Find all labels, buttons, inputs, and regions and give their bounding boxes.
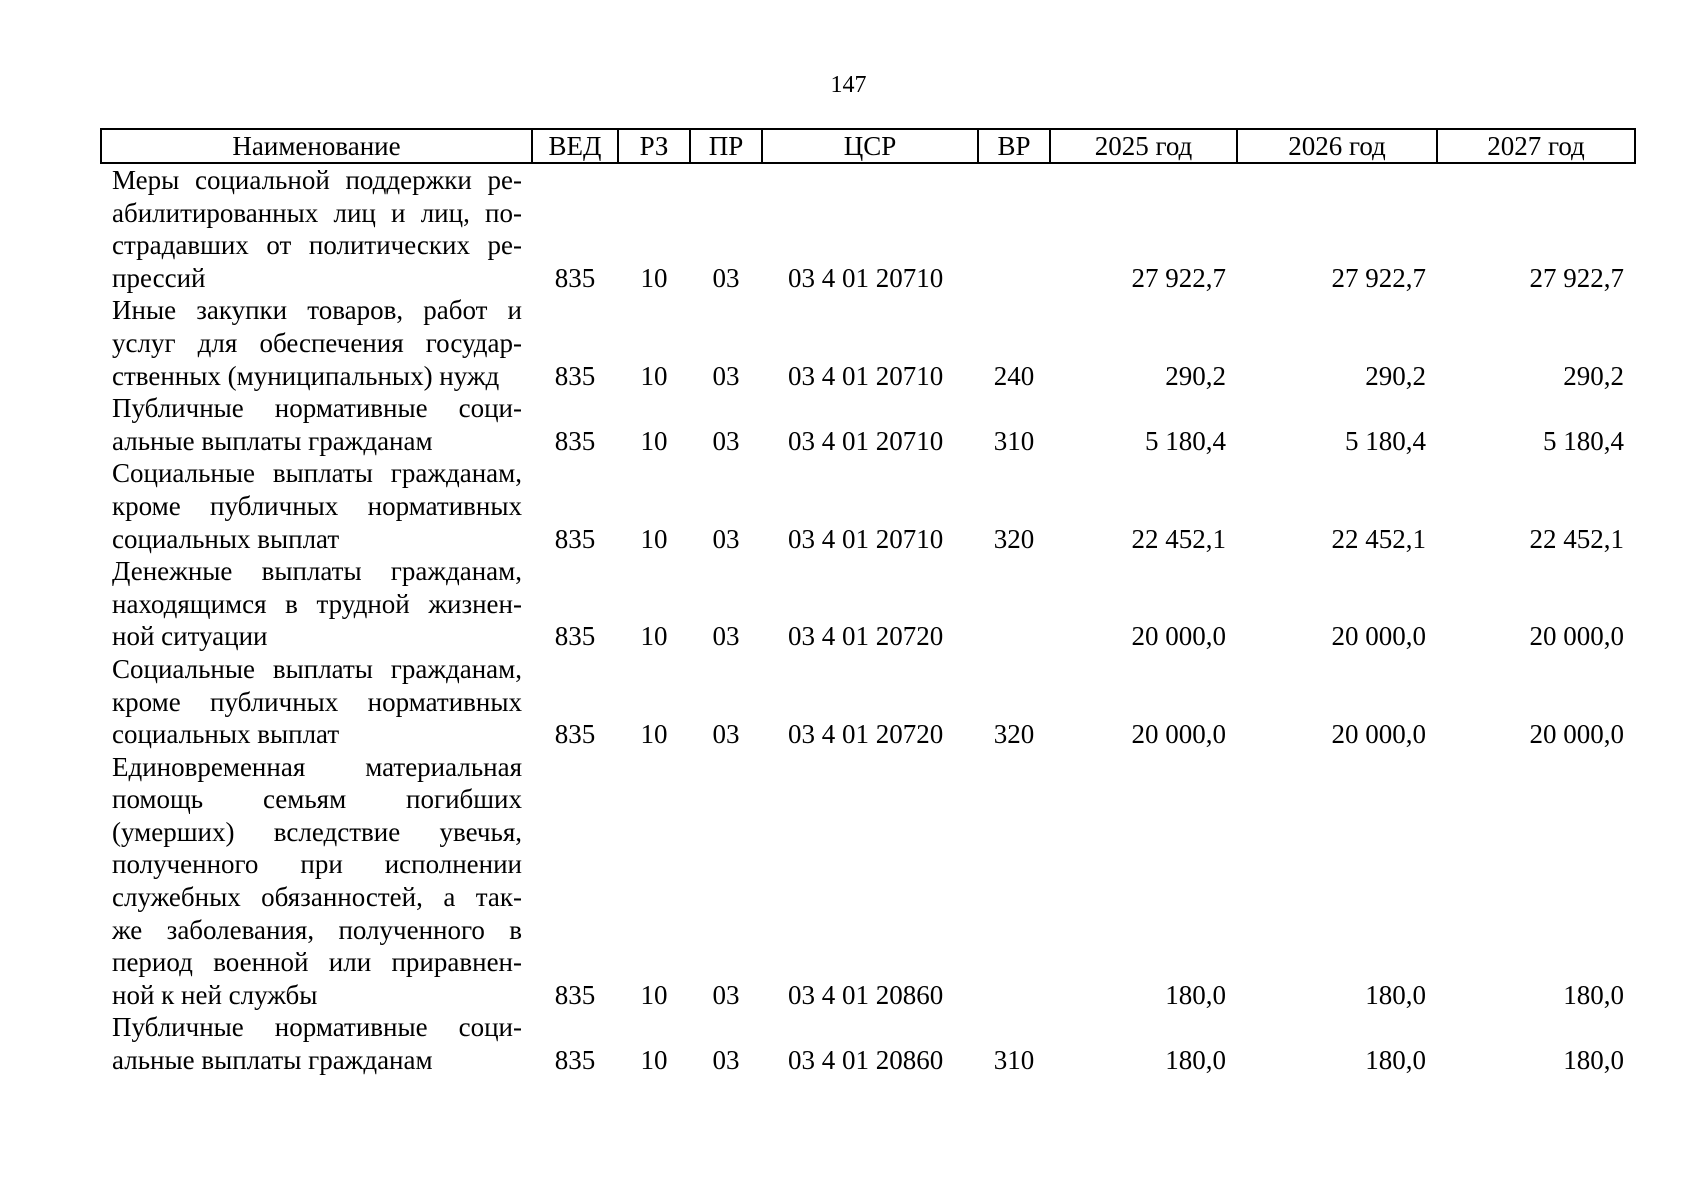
cell-ved: 835	[554, 523, 596, 554]
cell-name	[101, 653, 532, 751]
name-line: служебных обязанностей, а так-	[112, 882, 522, 913]
name-line: помощь семьям погибших	[112, 784, 522, 815]
cell-rz: 10	[640, 1045, 668, 1076]
name-line: ственных (муниципальных) нужд	[112, 360, 500, 391]
cell-rz: 10	[640, 360, 668, 391]
cell-name	[101, 294, 532, 392]
cell-pr: 03	[712, 719, 740, 750]
cell-csr: 03 4 01 20720	[788, 621, 944, 652]
cell-2026: 20 000,0	[1331, 719, 1426, 750]
table-row	[101, 392, 1635, 457]
cell-csr: 03 4 01 20710	[788, 360, 944, 391]
cell-pr: 03	[712, 979, 740, 1010]
cell-vr	[978, 163, 1050, 294]
cell-pr: 03	[712, 425, 740, 456]
name-line: кроме публичных нормативных	[112, 686, 522, 717]
cell-csr: 03 4 01 20710	[788, 425, 944, 456]
cell-vr: 310	[993, 1045, 1035, 1076]
table-row	[101, 163, 1635, 294]
table-row	[101, 294, 1635, 392]
cell-2025: 5 180,4	[1145, 425, 1226, 456]
name-line: Социальные выплаты гражданам,	[112, 653, 522, 684]
cell-vr	[978, 751, 1050, 1012]
table-row	[101, 457, 1635, 555]
name-line: Иные закупки товаров, работ и	[112, 295, 522, 326]
table-body	[101, 163, 1635, 1077]
cell-csr: 03 4 01 20720	[788, 719, 944, 750]
budget-table	[100, 128, 1636, 1077]
cell-2026: 290,2	[1365, 360, 1426, 391]
cell-2026: 27 922,7	[1331, 262, 1426, 293]
name-line: Социальные выплаты гражданам,	[112, 458, 522, 489]
cell-2025: 180,0	[1165, 1045, 1226, 1076]
cell-name	[101, 392, 532, 457]
header-row	[101, 129, 1635, 163]
name-line: Публичные нормативные соци-	[112, 1012, 522, 1043]
table-header	[101, 129, 1635, 163]
cell-pr: 03	[712, 621, 740, 652]
cell-2027: 22 452,1	[1529, 523, 1624, 554]
cell-rz: 10	[640, 425, 668, 456]
name-line: Единовременная материальная	[112, 751, 522, 782]
table-row	[101, 1011, 1635, 1076]
cell-name	[101, 1011, 532, 1076]
cell-2025: 290,2	[1165, 360, 1226, 391]
name-line: альные выплаты гражданам	[112, 425, 433, 456]
cell-vr: 320	[993, 719, 1035, 750]
cell-vr	[978, 555, 1050, 653]
cell-2025: 22 452,1	[1131, 523, 1226, 554]
cell-2026: 20 000,0	[1331, 621, 1426, 652]
header-ved: ВЕД	[532, 129, 618, 163]
name-line: полученного при исполнении	[112, 849, 522, 880]
cell-pr: 03	[712, 523, 740, 554]
header-rz: РЗ	[618, 129, 690, 163]
cell-2026: 180,0	[1365, 1045, 1426, 1076]
cell-2027: 27 922,7	[1529, 262, 1624, 293]
name-line: ной ситуации	[112, 621, 268, 652]
cell-ved: 835	[554, 262, 596, 293]
cell-2027: 20 000,0	[1529, 719, 1624, 750]
cell-ved: 835	[554, 719, 596, 750]
cell-2026: 180,0	[1365, 979, 1426, 1010]
cell-2027: 180,0	[1563, 979, 1624, 1010]
cell-ved: 835	[554, 979, 596, 1010]
name-line: находящимся в трудной жизнен-	[112, 588, 522, 619]
cell-name	[101, 163, 532, 294]
name-line: услуг для обеспечения государ-	[112, 327, 522, 358]
cell-2026: 22 452,1	[1331, 523, 1426, 554]
name-line: Меры социальной поддержки ре-	[112, 165, 522, 195]
cell-2027: 20 000,0	[1529, 621, 1624, 652]
cell-rz: 10	[640, 979, 668, 1010]
name-line: (умерших) вследствие увечья,	[112, 816, 522, 847]
table-row	[101, 653, 1635, 751]
cell-2025: 27 922,7	[1131, 262, 1226, 293]
cell-2025: 20 000,0	[1131, 719, 1226, 750]
cell-2027: 290,2	[1563, 360, 1624, 391]
header-name: Наименование	[101, 129, 532, 163]
name-line: страдавших от политических ре-	[112, 230, 522, 261]
cell-pr: 03	[712, 262, 740, 293]
header-2025: 2025 год	[1050, 129, 1237, 163]
table-row	[101, 555, 1635, 653]
name-line: прессий	[112, 262, 206, 293]
name-line: альные выплаты гражданам	[112, 1045, 433, 1076]
cell-name	[101, 555, 532, 653]
header-csr: ЦСР	[762, 129, 978, 163]
name-line: период военной или приравнен-	[112, 947, 522, 978]
name-line: Денежные выплаты гражданам,	[112, 556, 522, 587]
cell-2025: 180,0	[1165, 979, 1226, 1010]
cell-ved: 835	[554, 621, 596, 652]
cell-ved: 835	[554, 425, 596, 456]
cell-pr: 03	[712, 360, 740, 391]
header-pr: ПР	[690, 129, 762, 163]
cell-rz: 10	[640, 621, 668, 652]
cell-2027: 180,0	[1563, 1045, 1624, 1076]
cell-ved: 835	[554, 1045, 596, 1076]
cell-csr: 03 4 01 20710	[788, 262, 944, 293]
cell-csr: 03 4 01 20860	[788, 979, 944, 1010]
name-line: социальных выплат	[112, 523, 340, 554]
name-line: кроме публичных нормативных	[112, 490, 522, 521]
name-line: же заболевания, полученного в	[112, 914, 522, 945]
cell-rz: 10	[640, 719, 668, 750]
cell-vr: 310	[993, 425, 1035, 456]
name-line: ной к ней службы	[112, 979, 318, 1010]
cell-vr: 320	[993, 523, 1035, 554]
cell-pr: 03	[712, 1045, 740, 1076]
cell-rz: 10	[640, 262, 668, 293]
page-number: 147	[830, 72, 867, 98]
cell-name	[101, 751, 532, 1012]
cell-2025: 20 000,0	[1131, 621, 1226, 652]
name-line: Публичные нормативные соци-	[112, 393, 522, 424]
cell-name	[101, 457, 532, 555]
cell-2026: 5 180,4	[1345, 425, 1426, 456]
cell-rz: 10	[640, 523, 668, 554]
header-vr: ВР	[978, 129, 1050, 163]
name-line: абилитированных лиц и лиц, по-	[112, 197, 522, 228]
cell-vr: 240	[993, 360, 1035, 391]
cell-2027: 5 180,4	[1543, 425, 1624, 456]
name-line: социальных выплат	[112, 719, 340, 750]
cell-ved: 835	[554, 360, 596, 391]
header-2027: 2027 год	[1437, 129, 1635, 163]
cell-csr: 03 4 01 20860	[788, 1045, 944, 1076]
cell-csr: 03 4 01 20710	[788, 523, 944, 554]
header-2026: 2026 год	[1237, 129, 1437, 163]
table-row	[101, 751, 1635, 1012]
